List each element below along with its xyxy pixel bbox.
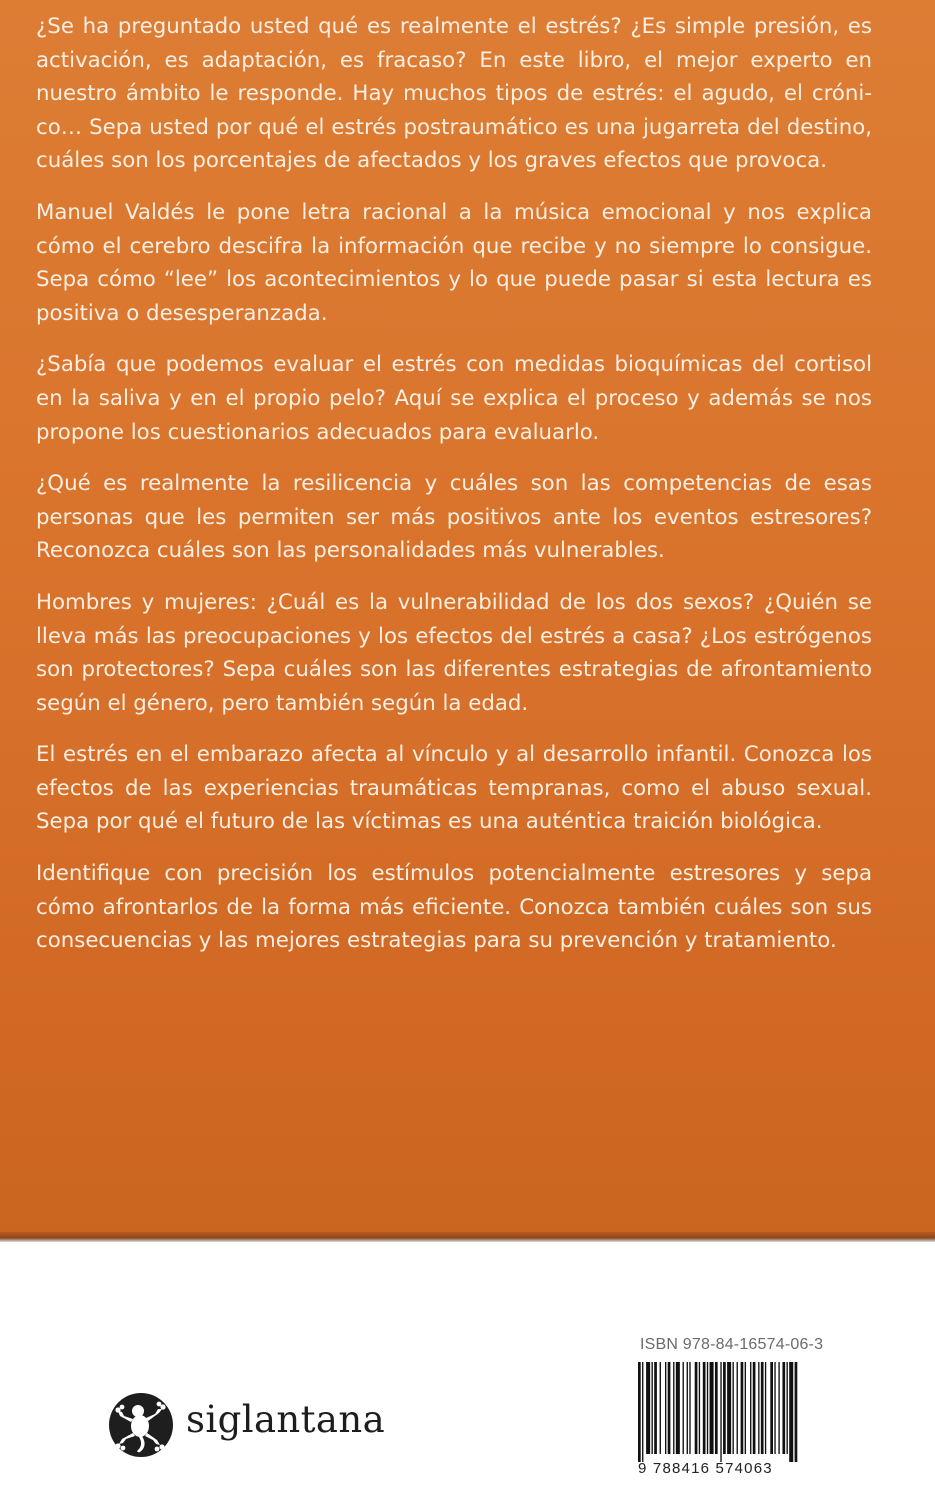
blurb-paragraph-5: Hombres y mujeres: ¿Cuál es la vulnerabilidad de los dos sexos? ¿Quién se lleva más las preocupaciones y los efectos del estrés a casa? ¿Los estrógenos son protectores? Sepa cuáles son las diferentes estrategias de afrontamiento según el género, pero también según la edad. (36, 589, 872, 716)
barcode (638, 1362, 828, 1462)
barcode-bar (761, 1362, 764, 1454)
barcode-bar (695, 1362, 698, 1454)
barcode-bar (642, 1362, 643, 1462)
isbn-label: ISBN 978-84-16574-06-3 (640, 1336, 824, 1353)
barcode-bar (652, 1362, 653, 1454)
barcode-bar (715, 1362, 718, 1454)
blurb-text (36, 10, 872, 976)
barcode-bar (753, 1362, 756, 1454)
blurb-paragraph-7: Identifique con precisión los estímulos potencialmente estresores y sepa cómo afrontarlos de la forma más eficiente. Conozca también cuáles son sus consecuencias y las mejores estrategias para su prevención y tratamiento. (36, 861, 872, 954)
barcode-bar (750, 1362, 751, 1454)
barcode-bar (774, 1362, 775, 1454)
barcode-bar (778, 1362, 779, 1454)
barcode-bar (741, 1362, 744, 1454)
barcode-bar (668, 1362, 671, 1454)
barcode-bar (727, 1362, 731, 1454)
blurb-paragraph-1: ¿Se ha preguntado usted qué es realmente el estrés? ¿Es simple presión, es activación, es adaptación, es fracaso? En este libro, el mejor experto en nuestro ámbito le responde. Hay muchos tipos de estrés: el agudo, el crónico… Sepa usted por qué el estrés postraumático es una jugarreta del destino, cuáles son los porcentajes de afectados y los graves efectos que provoca. (36, 14, 872, 174)
barcode-bar (710, 1362, 714, 1454)
barcode-bar (787, 1362, 788, 1454)
barcode-bar (745, 1362, 746, 1454)
barcode-bar (665, 1362, 666, 1454)
barcode-bar (733, 1362, 734, 1454)
barcode-digits: 9 788416 574063 (638, 1460, 773, 1477)
barcode-bar (689, 1362, 690, 1454)
barcode-bar (699, 1362, 700, 1454)
barcode-bar (673, 1362, 674, 1454)
barcode-bar (683, 1362, 684, 1454)
barcode-bar (770, 1362, 773, 1454)
publisher-name: siglantana (186, 1398, 386, 1441)
barcode-bar (707, 1362, 708, 1454)
barcode-bar (720, 1362, 721, 1462)
barcode-bar (703, 1362, 706, 1454)
blurb-paragraph-4: ¿Qué es realmente la resilicencia y cuáles son las competencias de esas personas que les permiten ser más positivos ante los eventos estresores? Reconozca cuáles son las personalidades más vulnerables. (36, 471, 872, 564)
blurb-paragraph-6: El estrés en el embarazo afecta al vínculo y al desarrollo infantil. Conozca los efectos de las experiencias traumáticas tempranas, como el abuso sexual. Sepa por qué el futuro de las víctimas es una auténtica traición biológica. (36, 742, 872, 835)
barcode-bar (737, 1362, 738, 1454)
barcode-bar (687, 1362, 688, 1454)
blurb-paragraph-2: Manuel Valdés le pone letra racional a la música emocional y nos explica cómo el cerebro descifra la información que recibe y no siempre lo consigue. Sepa cómo “lee” los acontecimientos y lo que puede pasar si esta lectura es positiva o desesperanzada. (36, 199, 872, 326)
barcode-bar (765, 1362, 766, 1454)
barcode-bar (795, 1362, 798, 1462)
barcode-bar (654, 1362, 657, 1454)
barcode-bar (723, 1362, 726, 1454)
barcode-bar (676, 1362, 680, 1454)
cover-edge (0, 1232, 935, 1242)
gecko-logo-icon (108, 1392, 174, 1458)
barcode-bar (782, 1362, 785, 1454)
barcode-bar (789, 1362, 793, 1462)
barcode-bar (638, 1362, 641, 1462)
blurb-paragraph-3: ¿Sabía que podemos evaluar el estrés con medidas bioquímicas del cortisol en la saliva y en el propio pelo? Aquí se explica el proceso y además se nos propone los cuestionarios adecuados para evaluarlo. (36, 352, 872, 445)
barcode-bar (660, 1362, 661, 1454)
barcode-bar (758, 1362, 759, 1454)
barcode-bar (646, 1362, 650, 1454)
